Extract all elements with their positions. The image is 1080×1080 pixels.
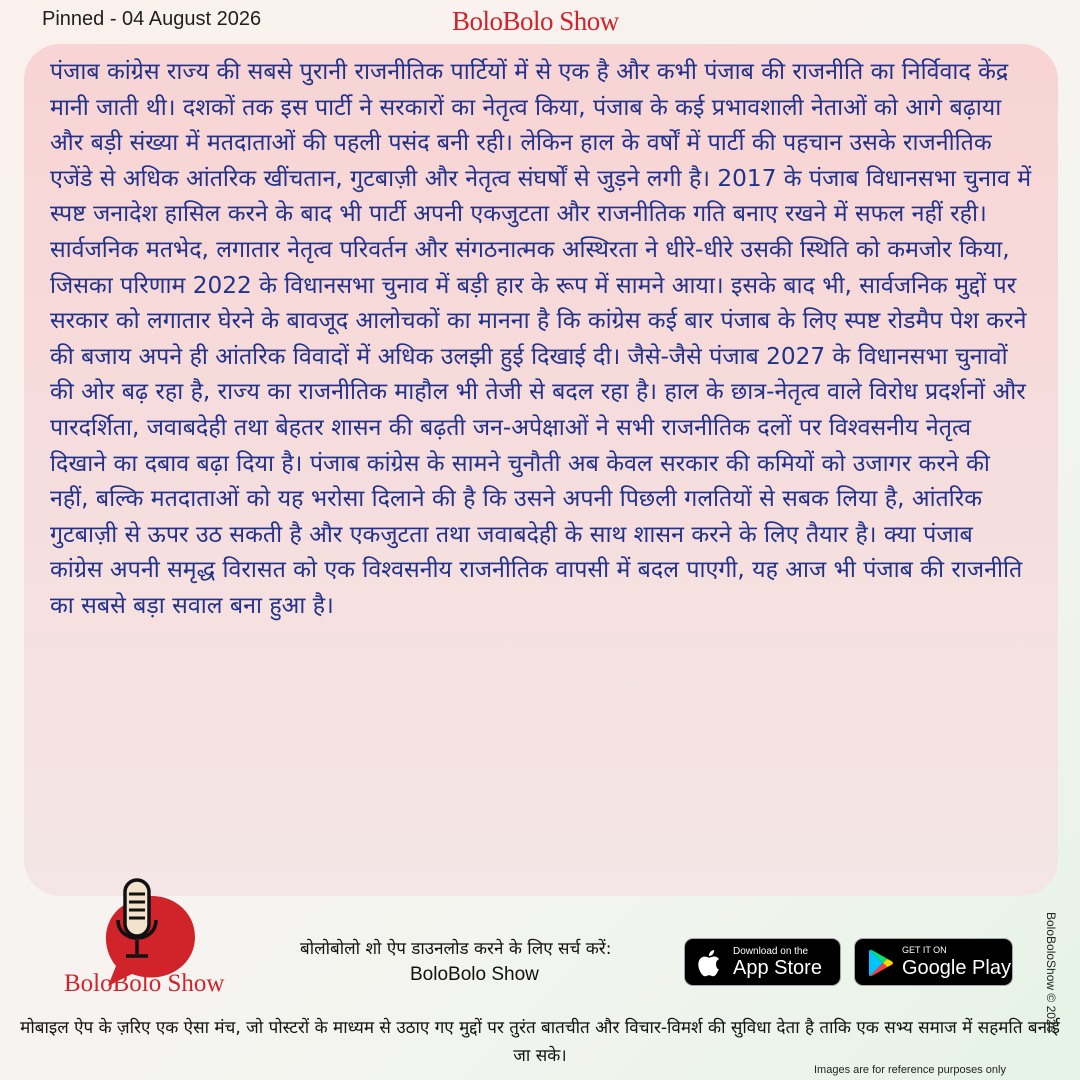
google-play-small-label: GET IT ON	[902, 945, 947, 955]
search-instruction: बोलोबोलो शो ऐप डाउनलोड करने के लिए सर्च करें:	[300, 939, 612, 959]
pinned-date-label: Pinned - 04 August 2026	[42, 8, 262, 30]
google-play-button[interactable]	[854, 938, 1013, 986]
app-store-button[interactable]	[684, 938, 841, 986]
disclaimer-text: Images are for reference purposes only	[814, 1064, 1006, 1076]
article-card	[24, 44, 1058, 896]
app-store-small-label: Download on the	[733, 946, 809, 957]
top-bar	[0, 0, 1080, 40]
google-play-label: Google Play	[902, 957, 1011, 979]
logo-wordmark: BoloBolo Show	[64, 970, 225, 997]
apple-icon	[697, 948, 725, 978]
google-play-icon	[867, 948, 895, 978]
footer-description: मोबाइल ऐप के ज़रिए एक ऐसा मंच, जो पोस्टरों के माध्यम से उठाए गए मुद्दों पर तुरंत बातचीत और विचार-विमर्श की सुविधा देता है ताकि एक सभ्य समाज में सहमति बनाई जा सके।	[20, 1018, 1060, 1066]
app-store-label: App Store	[733, 957, 822, 979]
search-app-name: BoloBolo Show	[410, 964, 539, 985]
article-body: पंजाब कांग्रेस राज्य की सबसे पुरानी राजनीतिक पार्टियों में से एक है और कभी पंजाब की राजनीति का निर्विवाद केंद्र मानी जाती थी। दशकों तक इस पार्टी ने सरकारों का नेतृत्व किया, पंजाब के कई प्रभावशाली नेताओं को आगे बढ़ाया और बड़ी संख्या में मतदाताओं की पहली पसंद बनी रही। लेकिन हाल के वर्षों में पार्टी की पहचान उसके राजनीतिक एजेंडे से अधिक आंतरिक खींचतान, गुटबाज़ी और नेतृत्व संघर्षों से जुड़ने लगी है। 2017 के पंजाब विधानसभा चुनाव में स्पष्ट जनादेश हासिल करने के बाद भी पार्टी अपनी एकजुटता और राजनीतिक गति बनाए रखने में सफल नहीं रही। सार्वजनिक मतभेद, लगातार नेतृत्व परिवर्तन और संगठनात्मक अस्थिरता ने धीरे-धीरे उसकी स्थिति को कमजोर किया, जिसका परिणाम 2022 के विधानसभा चुनाव में बड़ी हार के रूप में सामने आया। इसके बाद भी, सार्वजनिक मुद्दों पर सरकार को लगातार घेरने के बावजूद आलोचकों का मानना है कि कांग्रेस कई बार पंजाब के लिए स्पष्ट रोडमैप पेश करने की बजाय अपने ही आंतरिक विवादों में अधिक उलझी हुई दिखाई दी। जैसे-जैसे पंजाब 2027 के विधानसभा चुनावों की ओर बढ़ रहा है, राज्य का राजनीतिक माहौल भी तेजी से बदल रहा है। हाल के छात्र-नेतृत्व वाले विरोध प्रदर्शनों और पारदर्शिता, जवाबदेही तथा बेहतर शासन की बढ़ती जन-अपेक्षाओं ने सभी राजनीतिक दलों पर विश्वसनीय नेतृत्व दिखाने का दबाव बढ़ा दिया है। पंजाब कांग्रेस के सामने चुनौती अब केवल सरकार की कमियों को उजागर करने की नहीं, बल्कि मतदाताओं को यह भरोसा दिलाने की है कि उसने अपनी पिछली गलतियों से सबक लिया है, आंतरिक गुटबाज़ी से ऊपर उठ सकती है और एकजुटता तथा जवाबदेही के साथ शासन करने के लिए तैयार है। क्या पंजाब कांग्रेस अपनी समृद्ध विरासत को एक विश्वसनीय राजनीतिक वापसी में बदल पाएगी, यह आज भी पंजाब की राजनीति का सबसे बड़ा सवाल बना हुआ है।	[50, 58, 1032, 619]
copyright-text: BoloBoloShow © 2026	[1044, 912, 1058, 1033]
brand-title: BoloBolo Show	[452, 6, 619, 36]
